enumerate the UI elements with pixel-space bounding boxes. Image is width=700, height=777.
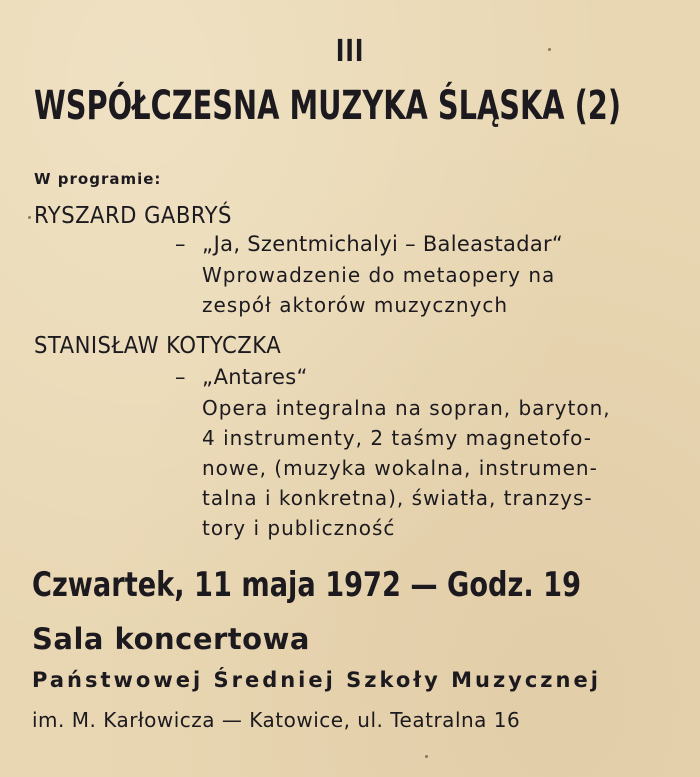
description-line: tory i publiczność (202, 516, 396, 540)
composer-name: STANISŁAW KOTYCZKA (34, 333, 282, 359)
concert-title: WSPÓŁCZESNA MUZYKA ŚLĄSKA (2) (34, 83, 621, 129)
event-venue: Sala koncertowa (32, 622, 310, 656)
work-description (202, 393, 611, 543)
description-line: talna i konkretna), światła, tranzys- (202, 486, 593, 510)
work-description (202, 260, 555, 320)
dash-separator: – (175, 232, 186, 256)
description-line: nowe, (muzyka wokalna, instrumen- (202, 456, 598, 480)
dash-separator: – (175, 365, 186, 389)
work-title: „Antares“ (202, 365, 308, 389)
description-line: 4 instrumenty, 2 taśmy magnetofo- (202, 426, 592, 450)
description-line: zespół aktorów muzycznych (202, 293, 509, 317)
work-title: „Ja, Szentmichalyi – Baleastadar“ (202, 232, 564, 256)
description-line: Opera integralna na sopran, baryton, (202, 396, 611, 420)
concert-number: III (335, 34, 365, 69)
event-address: im. M. Karłowicza — Katowice, ul. Teatralna 16 (32, 708, 521, 732)
paper-speck (425, 755, 428, 758)
description-line: Wprowadzenie do metaopery na (202, 263, 556, 287)
paper-speck (28, 216, 31, 219)
paper-speck (548, 48, 551, 51)
program-intro: W programie: (34, 170, 162, 188)
event-date: Czwartek, 11 maja 1972 — Godz. 19 (32, 565, 582, 605)
event-school: Państwowej Średniej Szkoły Muzycznej (32, 668, 601, 692)
composer-name: RYSZARD GABRYŚ (34, 203, 232, 229)
